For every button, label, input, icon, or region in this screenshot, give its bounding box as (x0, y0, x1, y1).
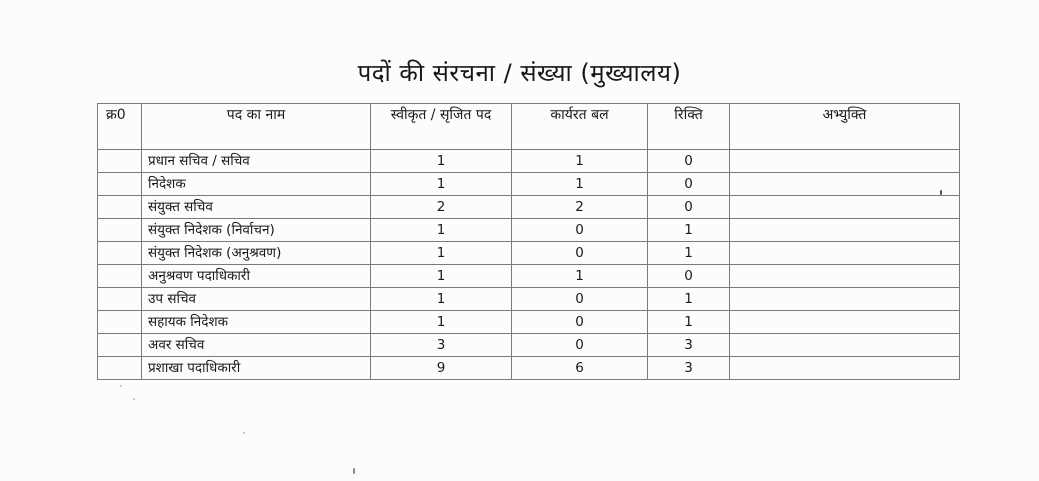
cell-vacancy: 0 (648, 173, 730, 196)
cell-serial-number (98, 357, 142, 380)
cell-sanctioned: 9 (371, 357, 512, 380)
cell-vacancy: 0 (648, 150, 730, 173)
cell-post-name: उप सचिव (142, 288, 371, 311)
scan-speck (120, 385, 122, 387)
cell-sanctioned: 1 (371, 173, 512, 196)
cell-serial-number (98, 311, 142, 334)
table-row (98, 357, 960, 380)
table-row (98, 288, 960, 311)
table-row (98, 334, 960, 357)
scan-speck (353, 468, 355, 474)
cell-serial-number (98, 265, 142, 288)
cell-remarks (730, 334, 960, 357)
cell-vacancy: 3 (648, 334, 730, 357)
cell-remarks (730, 196, 960, 219)
cell-remarks (730, 173, 960, 196)
header-remarks: अभ्युक्ति (730, 104, 960, 150)
header-working-strength: कार्यरत बल (512, 104, 648, 150)
header-sanctioned: स्वीकृत / सृजित पद (371, 104, 512, 150)
cell-post-name: सहायक निदेशक (142, 311, 371, 334)
cell-serial-number (98, 219, 142, 242)
cell-remarks (730, 242, 960, 265)
cell-post-name: अवर सचिव (142, 334, 371, 357)
cell-sanctioned: 1 (371, 265, 512, 288)
cell-sanctioned: 3 (371, 334, 512, 357)
cell-serial-number (98, 196, 142, 219)
header-post-name: पद का नाम (142, 104, 371, 150)
cell-working-strength: 0 (512, 242, 648, 265)
cell-sanctioned: 1 (371, 219, 512, 242)
table-row (98, 242, 960, 265)
scan-speck (133, 398, 135, 400)
cell-post-name: संयुक्त सचिव (142, 196, 371, 219)
cell-working-strength: 1 (512, 265, 648, 288)
cell-post-name: संयुक्त निदेशक (निर्वाचन) (142, 219, 371, 242)
cell-vacancy: 1 (648, 311, 730, 334)
table-row (98, 150, 960, 173)
cell-sanctioned: 1 (371, 242, 512, 265)
cell-vacancy: 3 (648, 357, 730, 380)
cell-remarks (730, 288, 960, 311)
table-row (98, 311, 960, 334)
cell-serial-number (98, 150, 142, 173)
cell-working-strength: 0 (512, 334, 648, 357)
cell-post-name: निदेशक (142, 173, 371, 196)
cell-serial-number (98, 242, 142, 265)
scan-speck (940, 190, 942, 195)
cell-vacancy: 1 (648, 242, 730, 265)
cell-remarks (730, 150, 960, 173)
cell-working-strength: 0 (512, 288, 648, 311)
header-serial-number: क्र0 (98, 104, 142, 150)
cell-working-strength: 1 (512, 150, 648, 173)
scan-speck (243, 432, 245, 434)
cell-remarks (730, 357, 960, 380)
posts-table (97, 103, 960, 380)
cell-vacancy: 1 (648, 219, 730, 242)
cell-remarks (730, 265, 960, 288)
table-row (98, 265, 960, 288)
cell-remarks (730, 311, 960, 334)
cell-remarks (730, 219, 960, 242)
cell-sanctioned: 1 (371, 288, 512, 311)
cell-post-name: प्रधान सचिव / सचिव (142, 150, 371, 173)
cell-vacancy: 0 (648, 196, 730, 219)
table-header-row (98, 104, 960, 150)
header-vacancy: रिक्ति (648, 104, 730, 150)
cell-serial-number (98, 288, 142, 311)
cell-working-strength: 1 (512, 173, 648, 196)
cell-working-strength: 0 (512, 311, 648, 334)
cell-vacancy: 0 (648, 265, 730, 288)
cell-serial-number (98, 173, 142, 196)
cell-sanctioned: 1 (371, 311, 512, 334)
cell-serial-number (98, 334, 142, 357)
table-row (98, 196, 960, 219)
cell-post-name: प्रशाखा पदाधिकारी (142, 357, 371, 380)
table-row (98, 173, 960, 196)
cell-working-strength: 6 (512, 357, 648, 380)
cell-working-strength: 2 (512, 196, 648, 219)
table-row (98, 219, 960, 242)
cell-working-strength: 0 (512, 219, 648, 242)
page-title: पदों की संरचना / संख्या (मुख्यालय) (357, 59, 682, 87)
cell-post-name: अनुश्रवण पदाधिकारी (142, 265, 371, 288)
cell-sanctioned: 1 (371, 150, 512, 173)
cell-post-name: संयुक्त निदेशक (अनुश्रवण) (142, 242, 371, 265)
cell-vacancy: 1 (648, 288, 730, 311)
cell-sanctioned: 2 (371, 196, 512, 219)
